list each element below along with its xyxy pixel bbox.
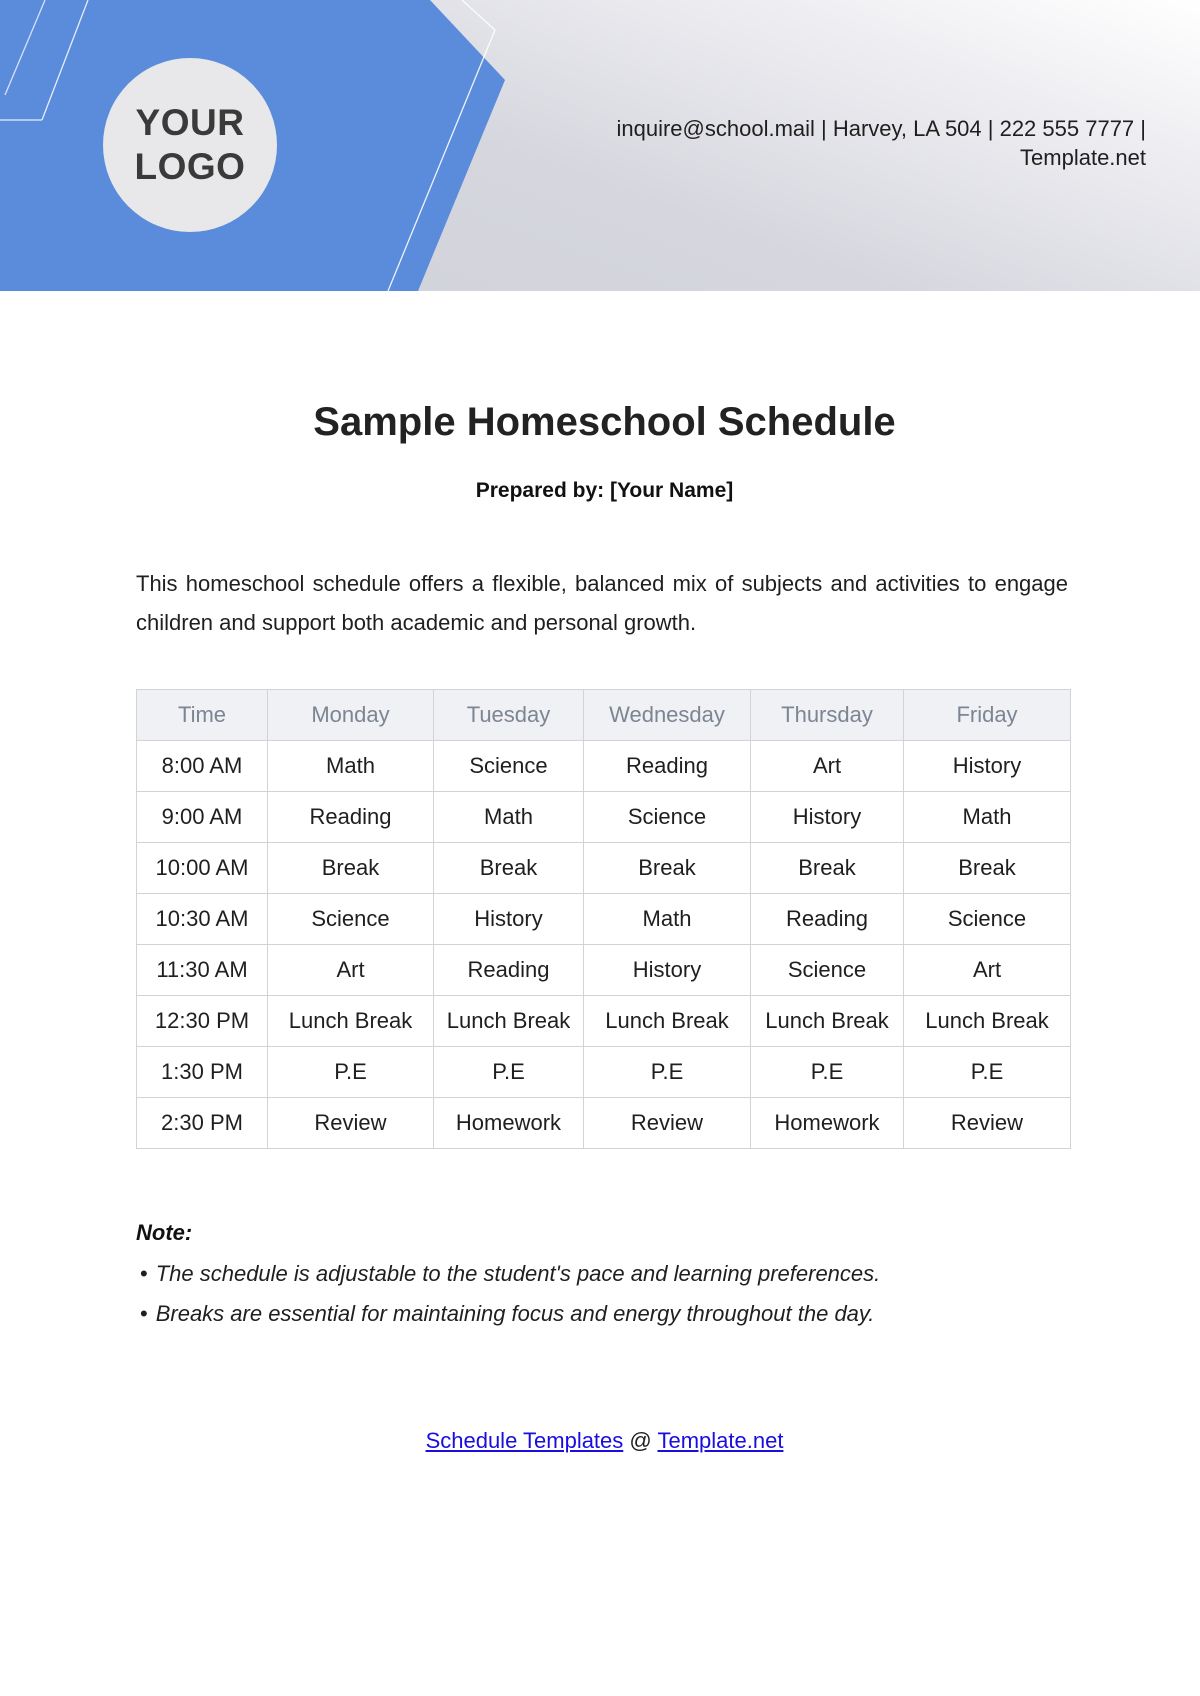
time-cell: 8:00 AM bbox=[137, 741, 268, 792]
time-cell: 2:30 PM bbox=[137, 1098, 268, 1149]
time-cell: 1:30 PM bbox=[137, 1047, 268, 1098]
table-cell: Reading bbox=[268, 792, 434, 843]
table-cell: Homework bbox=[751, 1098, 904, 1149]
table-cell: Math bbox=[904, 792, 1071, 843]
table-cell: Math bbox=[584, 894, 751, 945]
note-text: The schedule is adjustable to the student's pace and learning preferences. bbox=[155, 1261, 881, 1286]
table-cell: History bbox=[904, 741, 1071, 792]
footer-separator: @ bbox=[623, 1428, 658, 1453]
contact-info bbox=[526, 114, 1146, 172]
table-cell: Lunch Break bbox=[584, 996, 751, 1047]
column-header-wednesday: Wednesday bbox=[584, 690, 751, 741]
time-cell: 12:30 PM bbox=[137, 996, 268, 1047]
column-header-monday: Monday bbox=[268, 690, 434, 741]
table-cell: Break bbox=[268, 843, 434, 894]
table-cell: Review bbox=[904, 1098, 1071, 1149]
table-cell: Reading bbox=[751, 894, 904, 945]
logo-placeholder bbox=[103, 58, 277, 232]
column-header-friday: Friday bbox=[904, 690, 1071, 741]
logo-text-line2: LOGO bbox=[134, 146, 246, 187]
table-cell: Art bbox=[268, 945, 434, 996]
column-header-thursday: Thursday bbox=[751, 690, 904, 741]
table-row bbox=[137, 945, 1071, 996]
contact-line2: Template.net bbox=[1020, 145, 1146, 170]
table-cell: Lunch Break bbox=[904, 996, 1071, 1047]
table-cell: Lunch Break bbox=[434, 996, 584, 1047]
table-cell: Science bbox=[904, 894, 1071, 945]
table-cell: Homework bbox=[434, 1098, 584, 1149]
table-cell: Science bbox=[268, 894, 434, 945]
table-cell: P.E bbox=[904, 1047, 1071, 1098]
table-cell: P.E bbox=[268, 1047, 434, 1098]
logo-text-line1: YOUR bbox=[135, 102, 245, 143]
table-cell: Art bbox=[904, 945, 1071, 996]
column-header-tuesday: Tuesday bbox=[434, 690, 584, 741]
table-cell: Break bbox=[584, 843, 751, 894]
table-cell: Math bbox=[268, 741, 434, 792]
table-cell: Break bbox=[904, 843, 1071, 894]
table-cell: Art bbox=[751, 741, 904, 792]
column-header-time: Time bbox=[137, 690, 268, 741]
table-row bbox=[137, 792, 1071, 843]
note-text: Breaks are essential for maintaining focus and energy throughout the day. bbox=[155, 1301, 875, 1326]
page-header bbox=[0, 0, 1200, 291]
prepared-by: Prepared by: [Your Name] bbox=[475, 479, 734, 502]
table-row bbox=[137, 843, 1071, 894]
table-cell: Review bbox=[584, 1098, 751, 1149]
time-cell: 9:00 AM bbox=[137, 792, 268, 843]
table-cell: P.E bbox=[751, 1047, 904, 1098]
table-cell: Science bbox=[434, 741, 584, 792]
table-cell: Reading bbox=[434, 945, 584, 996]
table-cell: P.E bbox=[584, 1047, 751, 1098]
document-title: Sample Homeschool Schedule bbox=[313, 400, 896, 444]
schedule-templates-link[interactable]: Schedule Templates bbox=[425, 1428, 624, 1453]
table-row bbox=[137, 1098, 1071, 1149]
table-cell: Science bbox=[751, 945, 904, 996]
bullet-icon: • bbox=[140, 1301, 148, 1326]
schedule-table bbox=[136, 689, 1071, 1149]
table-cell: Math bbox=[434, 792, 584, 843]
footer bbox=[0, 1428, 1200, 1454]
table-row bbox=[137, 996, 1071, 1047]
bullet-icon: • bbox=[140, 1261, 148, 1286]
intro-paragraph: This homeschool schedule offers a flexible, balanced mix of subjects and activities to engage children and support both academic and personal growth. bbox=[136, 571, 1068, 635]
table-cell: Break bbox=[434, 843, 584, 894]
table-row bbox=[137, 741, 1071, 792]
list-item bbox=[140, 1254, 1140, 1294]
table-cell: Break bbox=[751, 843, 904, 894]
time-cell: 11:30 AM bbox=[137, 945, 268, 996]
table-cell: History bbox=[584, 945, 751, 996]
table-cell: Reading bbox=[584, 741, 751, 792]
table-cell: History bbox=[434, 894, 584, 945]
table-cell: Review bbox=[268, 1098, 434, 1149]
time-cell: 10:30 AM bbox=[137, 894, 268, 945]
list-item bbox=[140, 1294, 1140, 1334]
note-label: Note: bbox=[136, 1220, 193, 1245]
table-header-row bbox=[137, 690, 1071, 741]
table-row bbox=[137, 894, 1071, 945]
table-cell: P.E bbox=[434, 1047, 584, 1098]
table-cell: Science bbox=[584, 792, 751, 843]
table-cell: Lunch Break bbox=[268, 996, 434, 1047]
contact-line1: inquire@school.mail | Harvey, LA 504 | 222 555 7777 | bbox=[616, 116, 1146, 141]
table-cell: History bbox=[751, 792, 904, 843]
table-row bbox=[137, 1047, 1071, 1098]
table-cell: Lunch Break bbox=[751, 996, 904, 1047]
time-cell: 10:00 AM bbox=[137, 843, 268, 894]
template-net-link[interactable]: Template.net bbox=[657, 1428, 784, 1453]
notes-list bbox=[140, 1254, 1140, 1334]
